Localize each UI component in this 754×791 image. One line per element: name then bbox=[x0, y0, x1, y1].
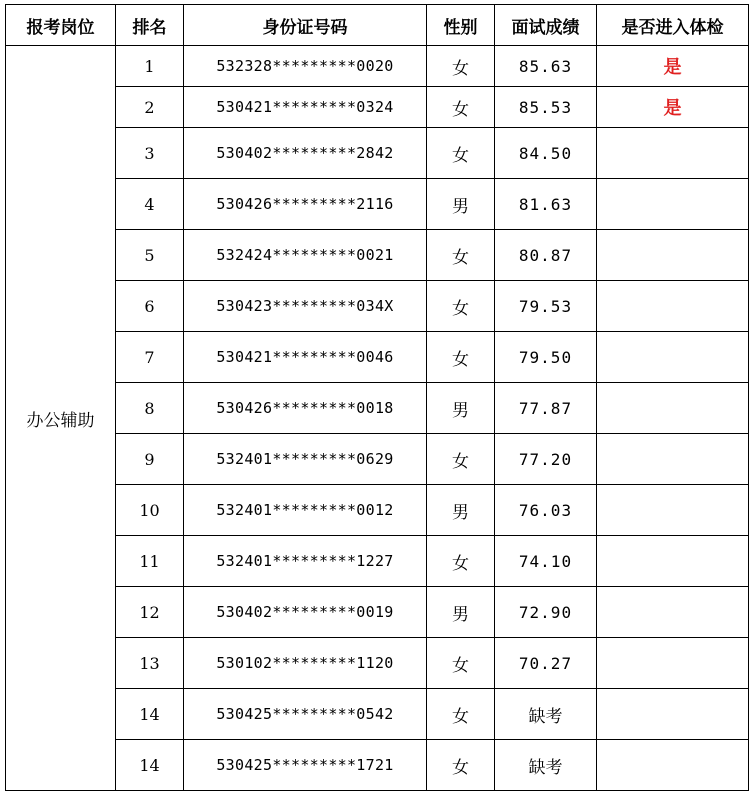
rank-cell: 8 bbox=[116, 383, 184, 434]
medical-exam-cell bbox=[597, 689, 749, 740]
gender-cell: 男 bbox=[427, 485, 495, 536]
medical-exam-cell bbox=[597, 281, 749, 332]
id-number-cell: 530426*********0018 bbox=[184, 383, 427, 434]
header-medical-exam: 是否进入体检 bbox=[597, 5, 749, 46]
medical-exam-cell bbox=[597, 587, 749, 638]
id-number-cell: 530425*********0542 bbox=[184, 689, 427, 740]
interview-score-cell: 缺考 bbox=[495, 689, 597, 740]
rank-cell: 6 bbox=[116, 281, 184, 332]
gender-cell: 男 bbox=[427, 383, 495, 434]
id-number-cell: 532424*********0021 bbox=[184, 230, 427, 281]
interview-score-cell: 77.20 bbox=[495, 434, 597, 485]
medical-exam-cell bbox=[597, 740, 749, 791]
medical-exam-cell bbox=[597, 230, 749, 281]
header-row bbox=[6, 5, 749, 46]
gender-cell: 男 bbox=[427, 587, 495, 638]
interview-score-cell: 72.90 bbox=[495, 587, 597, 638]
id-number-cell: 532401*********1227 bbox=[184, 536, 427, 587]
gender-cell: 女 bbox=[427, 230, 495, 281]
id-number-cell: 532401*********0012 bbox=[184, 485, 427, 536]
table-row bbox=[6, 434, 749, 485]
interview-score-cell: 76.03 bbox=[495, 485, 597, 536]
rank-cell: 1 bbox=[116, 46, 184, 87]
table-row bbox=[6, 128, 749, 179]
id-number-cell: 532328*********0020 bbox=[184, 46, 427, 87]
interview-score-cell: 缺考 bbox=[495, 740, 597, 791]
gender-cell: 女 bbox=[427, 689, 495, 740]
gender-cell: 女 bbox=[427, 46, 495, 87]
rank-cell: 14 bbox=[116, 689, 184, 740]
table-row bbox=[6, 87, 749, 128]
table-row bbox=[6, 179, 749, 230]
table-row bbox=[6, 740, 749, 791]
rank-cell: 12 bbox=[116, 587, 184, 638]
interview-score-cell: 77.87 bbox=[495, 383, 597, 434]
medical-exam-cell bbox=[597, 434, 749, 485]
interview-score-cell: 79.50 bbox=[495, 332, 597, 383]
id-number-cell: 532401*********0629 bbox=[184, 434, 427, 485]
gender-cell: 女 bbox=[427, 332, 495, 383]
gender-cell: 女 bbox=[427, 638, 495, 689]
table-row bbox=[6, 536, 749, 587]
table-row bbox=[6, 46, 749, 87]
gender-cell: 女 bbox=[427, 281, 495, 332]
rank-cell: 4 bbox=[116, 179, 184, 230]
medical-exam-cell bbox=[597, 536, 749, 587]
rank-cell: 13 bbox=[116, 638, 184, 689]
results-table bbox=[5, 4, 749, 791]
interview-score-cell: 85.53 bbox=[495, 87, 597, 128]
id-number-cell: 530421*********0324 bbox=[184, 87, 427, 128]
header-id-number: 身份证号码 bbox=[184, 5, 427, 46]
rank-cell: 7 bbox=[116, 332, 184, 383]
gender-cell: 女 bbox=[427, 87, 495, 128]
table-row bbox=[6, 383, 749, 434]
interview-score-cell: 81.63 bbox=[495, 179, 597, 230]
rank-cell: 2 bbox=[116, 87, 184, 128]
table-row bbox=[6, 281, 749, 332]
header-rank: 排名 bbox=[116, 5, 184, 46]
gender-cell: 女 bbox=[427, 536, 495, 587]
medical-exam-cell bbox=[597, 128, 749, 179]
id-number-cell: 530102*********1120 bbox=[184, 638, 427, 689]
table-row bbox=[6, 587, 749, 638]
id-number-cell: 530421*********0046 bbox=[184, 332, 427, 383]
medical-exam-cell bbox=[597, 332, 749, 383]
header-interview-score: 面试成绩 bbox=[495, 5, 597, 46]
medical-exam-cell: 是 bbox=[597, 87, 749, 128]
interview-score-cell: 70.27 bbox=[495, 638, 597, 689]
table-row bbox=[6, 485, 749, 536]
interview-score-cell: 74.10 bbox=[495, 536, 597, 587]
medical-exam-cell: 是 bbox=[597, 46, 749, 87]
medical-exam-cell bbox=[597, 485, 749, 536]
id-number-cell: 530402*********0019 bbox=[184, 587, 427, 638]
rank-cell: 10 bbox=[116, 485, 184, 536]
gender-cell: 女 bbox=[427, 740, 495, 791]
table-row bbox=[6, 332, 749, 383]
id-number-cell: 530423*********034X bbox=[184, 281, 427, 332]
rank-cell: 11 bbox=[116, 536, 184, 587]
table-row bbox=[6, 230, 749, 281]
id-number-cell: 530426*********2116 bbox=[184, 179, 427, 230]
gender-cell: 女 bbox=[427, 434, 495, 485]
rank-cell: 9 bbox=[116, 434, 184, 485]
interview-score-cell: 80.87 bbox=[495, 230, 597, 281]
interview-score-cell: 84.50 bbox=[495, 128, 597, 179]
rank-cell: 3 bbox=[116, 128, 184, 179]
table-row bbox=[6, 689, 749, 740]
gender-cell: 女 bbox=[427, 128, 495, 179]
table-body bbox=[6, 46, 749, 791]
medical-exam-cell bbox=[597, 638, 749, 689]
id-number-cell: 530425*********1721 bbox=[184, 740, 427, 791]
header-position: 报考岗位 bbox=[6, 5, 116, 46]
position-cell: 办公辅助 bbox=[6, 46, 116, 791]
interview-score-cell: 79.53 bbox=[495, 281, 597, 332]
gender-cell: 男 bbox=[427, 179, 495, 230]
rank-cell: 5 bbox=[116, 230, 184, 281]
interview-score-cell: 85.63 bbox=[495, 46, 597, 87]
rank-cell: 14 bbox=[116, 740, 184, 791]
medical-exam-cell bbox=[597, 383, 749, 434]
table-row bbox=[6, 638, 749, 689]
id-number-cell: 530402*********2842 bbox=[184, 128, 427, 179]
header-gender: 性别 bbox=[427, 5, 495, 46]
medical-exam-cell bbox=[597, 179, 749, 230]
